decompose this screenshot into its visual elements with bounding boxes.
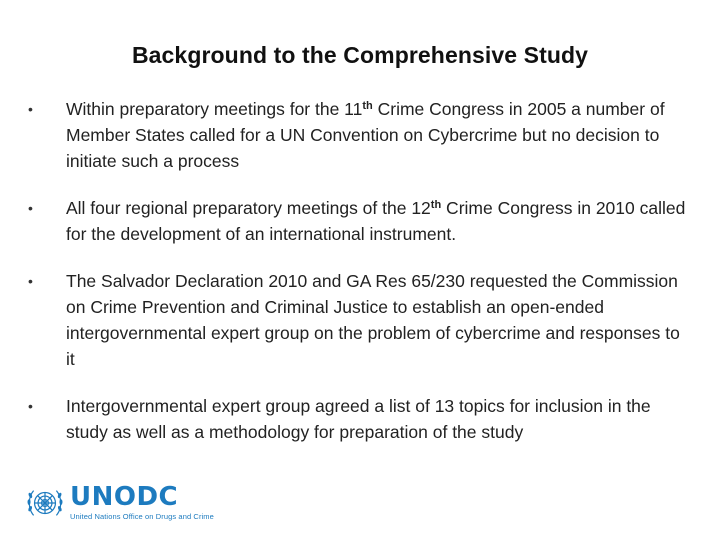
logo-wordmark <box>70 484 214 522</box>
un-emblem-icon <box>26 484 64 522</box>
bullet-item <box>28 195 688 247</box>
bullet-text-part: Intergovernmental expert group agreed a list of 13 topics for inclusion in the study as well as a methodology for preparation of the study <box>66 396 651 442</box>
bullet-text <box>66 96 688 174</box>
logo-subtitle: United Nations Office on Drugs and Crime <box>70 512 214 521</box>
bullet-item <box>28 268 688 372</box>
bullet-text <box>66 268 688 372</box>
bullet-item <box>28 96 688 174</box>
bullet-text <box>66 393 688 445</box>
bullet-dot: • <box>28 101 33 117</box>
bullet-text <box>66 195 688 247</box>
bullet-dot: • <box>28 398 33 414</box>
bullet-dot: • <box>28 200 33 216</box>
bullet-text-part: Crime Congress in 2005 a number of Member States called for a UN Convention on Cybercrime but no decision to initiate such a process <box>66 99 665 171</box>
bullet-text-part: The Salvador Declaration 2010 and GA Res 65/230 requested the Commission on Crime Prevention and Criminal Justice to establish an open-ended intergovernmental expert group on the problem of cybercrime and responses to it <box>66 271 680 369</box>
bullet-list <box>28 96 688 466</box>
bullet-text-part: All four regional preparatory meetings of the 12 <box>66 198 431 218</box>
bullet-dot: • <box>28 273 33 289</box>
bullet-text-part: Within preparatory meetings for the 11 <box>66 99 363 119</box>
slide-title: Background to the Comprehensive Study <box>131 42 589 68</box>
logo-name: UNODC <box>70 482 179 512</box>
ordinal-suffix: th <box>430 199 442 211</box>
bullet-item <box>28 393 688 445</box>
bullet-text-part: Crime Congress in 2010 called for the development of an international instrument. <box>66 198 686 244</box>
unodc-logo <box>26 484 214 522</box>
ordinal-suffix: th <box>362 100 373 112</box>
